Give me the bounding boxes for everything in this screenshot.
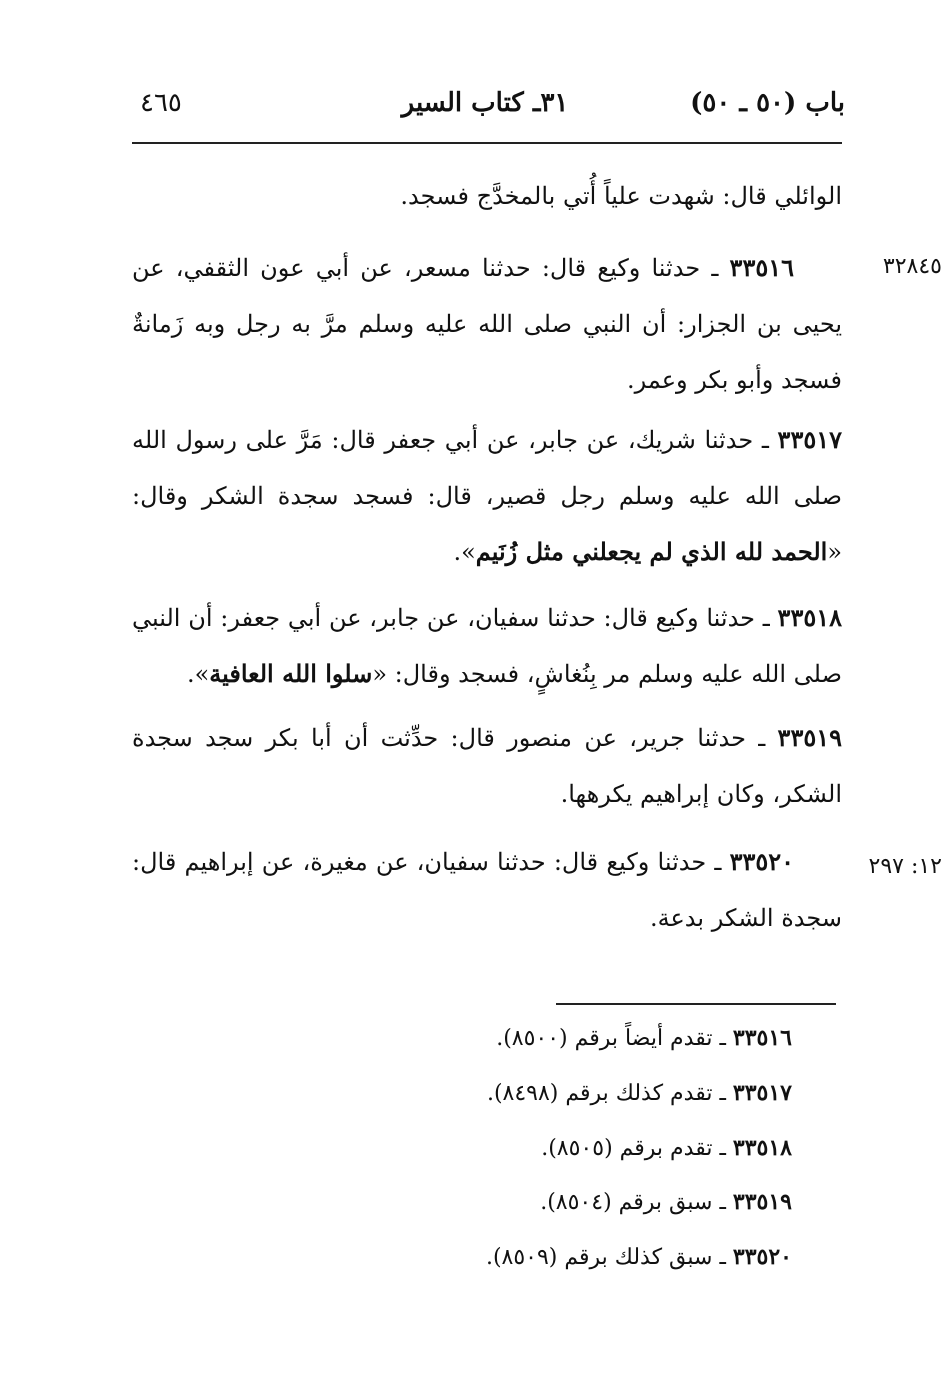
footnote-text: ـ تقدم كذلك برقم (٨٤٩٨). xyxy=(486,1081,733,1106)
margin-reference: ٣٢٨٤٥ xyxy=(882,254,942,279)
footnote xyxy=(496,1025,792,1051)
paragraph-continuation xyxy=(132,168,842,224)
hadith-number: ٣٣٥١٦ xyxy=(729,253,794,282)
hadith-text: ـ حدثنا وكيع قال: حدثنا سفيان، عن مغيرة، عن إبراهيم قال: سجدة الشكر بدعة. xyxy=(132,848,842,932)
footnote-number: ٣٣٥٢٠ xyxy=(732,1244,792,1270)
hadith-paragraph xyxy=(132,834,842,946)
footnote-number: ٣٣٥١٧ xyxy=(732,1080,792,1106)
hadith-text: ـ حدثنا جرير، عن منصور قال: حدِّثت أن أبا بكر سجد سجدة الشكر، وكان إبراهيم يكرهها. xyxy=(132,724,842,808)
hadith-quote: الحمد لله الذي لم يجعلني مثل زُنَيم xyxy=(475,537,828,566)
hadith-tail: ». xyxy=(186,660,210,688)
hadith-paragraph xyxy=(132,710,842,822)
hadith-number: ٣٣٥٢٠ xyxy=(729,847,795,876)
hadith-text: ـ حدثنا وكيع قال: حدثنا مسعر، عن أبي عون الثقفي، عن يحيى بن الجزار: أن النبي صلى الله عليه وسلم مرَّ به رجل وبه زَمانةٌ فسجد وأبو بكر وعمر. xyxy=(132,254,842,394)
header-rule xyxy=(132,142,842,144)
page-number: ٤٦٥ xyxy=(140,88,182,118)
margin-reference: ١٢: ٢٩٧ xyxy=(868,854,942,879)
footnote-text: ـ تقدم أيضاً برقم (٨٥٠٠). xyxy=(496,1026,733,1051)
footnote-number: ٣٣٥١٦ xyxy=(732,1025,792,1051)
footnote xyxy=(486,1244,792,1270)
hadith-text: ـ حدثنا وكيع قال: حدثنا سفيان، عن جابر، عن أبي جعفر: أن النبي صلى الله عليه وسلم مر بِنُغاشٍ، فسجد وقال: « xyxy=(132,604,842,688)
hadith-text: ـ حدثنا شريك، عن جابر، عن أبي جعفر قال: مَرَّ على رسول الله صلى الله عليه وسلم رجل قصير، قال: فسجد سجدة الشكر وقال: « xyxy=(132,426,843,566)
hadith-paragraph xyxy=(132,412,842,580)
footnote-number: ٣٣٥١٨ xyxy=(732,1135,792,1161)
hadith-number: ٣٣٥١٨ xyxy=(777,603,842,632)
hadith-paragraph xyxy=(132,590,842,702)
hadith-number: ٣٣٥١٧ xyxy=(777,425,842,454)
hadith-quote: سلوا الله العافية xyxy=(209,659,373,688)
hadith-tail: ». xyxy=(453,538,476,566)
footnote-rule xyxy=(556,1003,836,1005)
hadith-paragraph xyxy=(132,240,842,408)
chapter-heading: باب (٥٠ ـ ٥٠) xyxy=(690,88,845,118)
footnote-text: ـ تقدم برقم (٨٥٠٥). xyxy=(541,1136,733,1161)
hadith-number: ٣٣٥١٩ xyxy=(777,723,842,752)
footnote-text: ـ سبق كذلك برقم (٨٥٠٩). xyxy=(485,1245,733,1270)
footnote-text: ـ سبق برقم (٨٥٠٤). xyxy=(540,1190,733,1215)
footnote xyxy=(487,1080,792,1106)
footnote-number: ٣٣٥١٩ xyxy=(732,1189,792,1215)
paragraph-text: الوائلي قال: شهدت علياً أُتي بالمخدَّج فسجد. xyxy=(400,182,842,210)
book-title: ٣١ـ كتاب السير xyxy=(401,88,569,118)
footnote xyxy=(540,1189,792,1215)
footnote xyxy=(541,1135,792,1161)
